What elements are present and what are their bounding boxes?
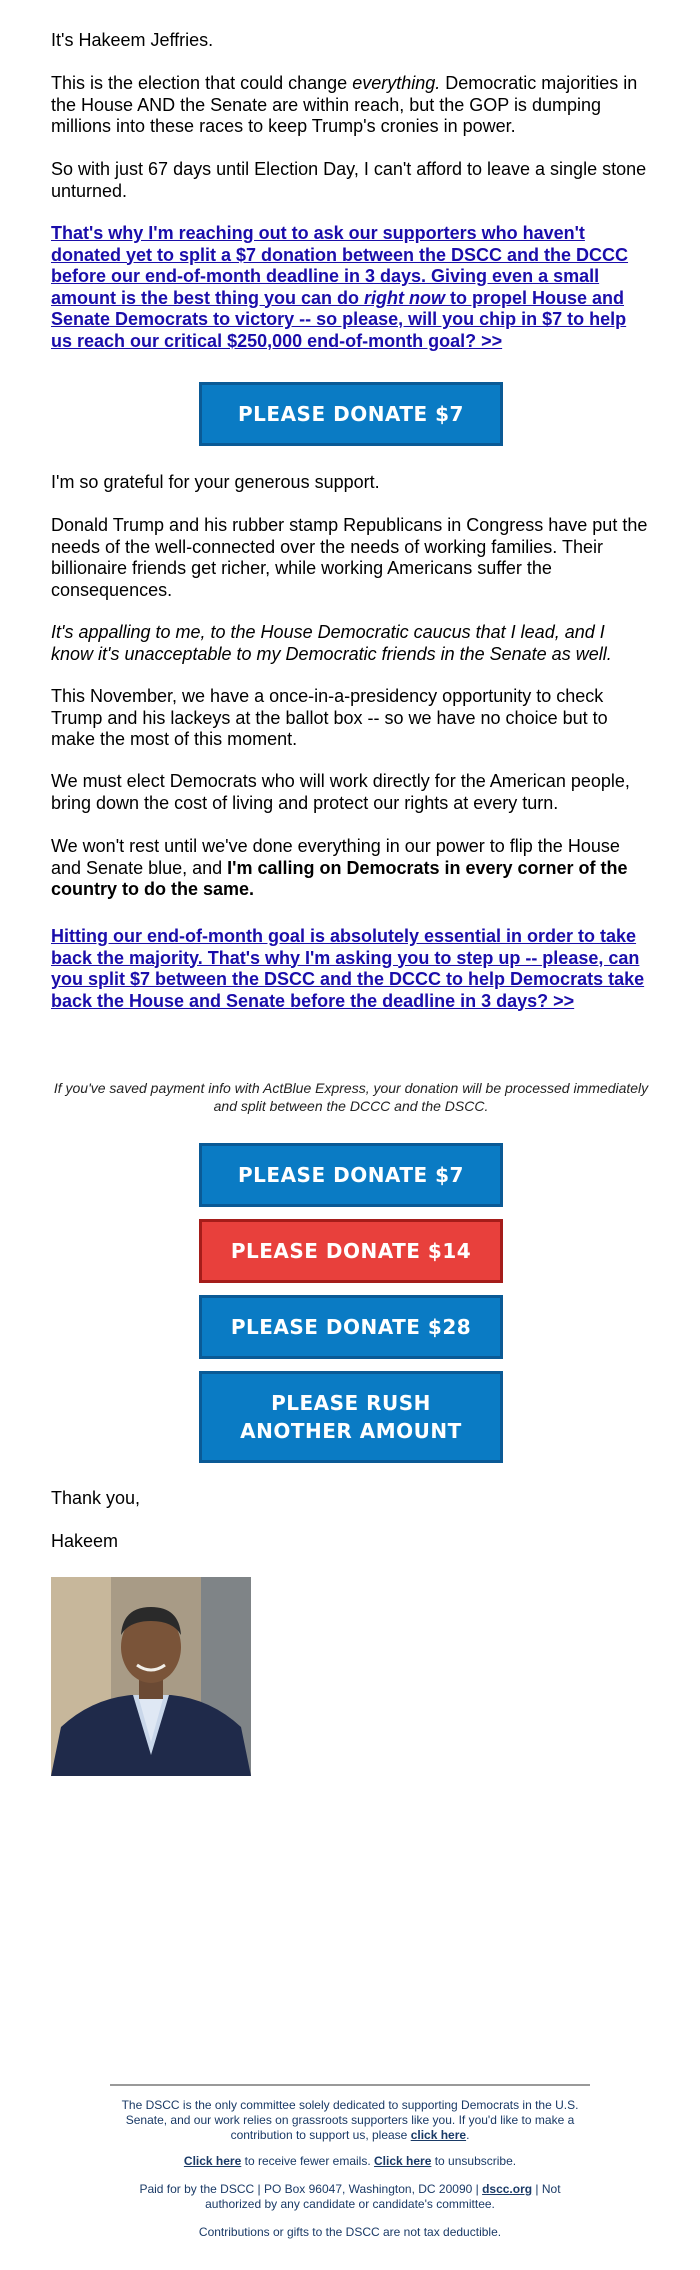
signature: Hakeem <box>51 1531 119 1551</box>
paragraph-days-left: So with just 67 days until Election Day, I can't afford to leave a single stone unturned. <box>51 159 647 201</box>
unsubscribe-link[interactable]: Click here <box>374 2154 432 2168</box>
text-run: Democratic majorities in the House AND the Senate are within reach, but the GOP is dumping millions into these races to keep Trump's cronies in power. <box>51 73 638 136</box>
paragraph-appeal-link <box>51 223 651 352</box>
text-run: We won't rest until we've done everything in our power to flip the House and Senate blue, and <box>51 836 620 878</box>
rush-another-amount-button[interactable] <box>199 1371 503 1463</box>
donate-button-row <box>51 1143 651 1207</box>
donate-appeal-link[interactable] <box>51 223 628 351</box>
paragraph-november: This November, we have a once-in-a-presidency opportunity to check Trump and his lackeys at the ballot box -- so we have no choice but to make the most of this moment. <box>51 686 608 749</box>
fewer-emails-link[interactable]: Click here <box>183 2154 242 2168</box>
donate-button-row <box>51 1371 651 1463</box>
paragraph-election <box>51 73 651 138</box>
donate-28-button[interactable]: PLEASE DONATE $28 <box>199 1295 503 1359</box>
button-line: PLEASE RUSH <box>271 1391 431 1415</box>
donate-7-button-top[interactable]: PLEASE DONATE $7 <box>199 382 503 446</box>
link-text: That's why I'm reaching out to ask our supporters who haven't donated yet to split a $7 donation between the DSCC and the DCCC before our end-of-month deadline in 3 days. Giving even a small amount is the best thing you can do <box>51 223 629 308</box>
portrait-photo <box>51 1577 251 1776</box>
footer-text: . <box>466 2128 470 2142</box>
emphasis-text: everything. <box>352 73 441 93</box>
paragraph-appalling: It's appalling to me, to the House Democratic caucus that I lead, and I know it's unacceptable to my Democratic friends in the Senate as well. <box>51 622 612 664</box>
contribute-link[interactable]: click here <box>410 2128 467 2142</box>
actblue-express-note: If you've saved payment info with ActBlue Express, your donation will be processed immediately and split between the DCCC and the DSCC. <box>53 1080 649 1114</box>
paragraph-elect: We must elect Democrats who will work directly for the American people, bring down the cost of living and protect our rights at every turn. <box>51 771 630 813</box>
donate-14-button[interactable]: PLEASE DONATE $14 <box>199 1219 503 1283</box>
text-run: This is the election that could change <box>51 73 353 93</box>
footer-paid-for <box>110 2182 590 2212</box>
portrait-illustration <box>51 1577 251 1776</box>
donate-button-row <box>51 1295 651 1359</box>
goal-appeal-link[interactable]: Hitting our end-of-month goal is absolutely essential in order to take back the majority. That's why I'm asking you to step up -- please, can you split $7 between the DSCC and the DCCC to help Democrats take back the House and Senate before the deadline in 3 days? >> <box>51 926 645 1011</box>
footer-email-prefs <box>110 2154 590 2169</box>
footer-tax-note: Contributions or gifts to the DSCC are not tax deductible. <box>198 2225 502 2239</box>
paragraph-trump: Donald Trump and his rubber stamp Republicans in Congress have put the needs of the well-connected over the needs of working families. Their billionaire friends get richer, while working Americans suffer the consequences. <box>51 515 648 600</box>
footer-text: Paid for by the DSCC | PO Box 96047, Washington, DC 20090 | <box>139 2182 483 2196</box>
footer-text: to unsubscribe. <box>431 2154 517 2168</box>
link-text: to propel House and Senate Democrats to victory -- so please, will you chip in $7 to help us reach our critical $250,000 end-of-month goal? >> <box>51 287 627 351</box>
footer-text: to receive fewer emails. <box>241 2154 374 2168</box>
donate-button-row <box>51 382 651 446</box>
footer-text: The DSCC is the only committee solely dedicated to supporting Democrats in the U.S. Senate, and our work relies on grassroots supporters like you. If you'd like to make a contribution to support us, please <box>121 2098 579 2142</box>
footer-mission <box>110 2098 590 2143</box>
footer-divider <box>110 2084 590 2086</box>
button-line: ANOTHER AMOUNT <box>240 1419 462 1443</box>
link-emphasis: right now <box>364 287 445 308</box>
bold-text: I'm calling on Democrats in every corner of the country to do the same. <box>51 857 628 899</box>
intro-line: It's Hakeem Jeffries. <box>51 30 214 50</box>
closing-thanks: Thank you, <box>51 1488 141 1508</box>
paragraph-grateful: I'm so grateful for your generous support. <box>51 472 380 492</box>
dscc-site-link[interactable]: dscc.org <box>482 2182 533 2196</box>
paragraph-goal-link <box>51 926 651 1012</box>
footer-text: | Not authorized by any candidate or candidate's committee. <box>205 2182 561 2211</box>
paragraph-flip <box>51 836 651 901</box>
donate-button-row <box>51 1219 651 1283</box>
donate-7-button[interactable]: PLEASE DONATE $7 <box>199 1143 503 1207</box>
